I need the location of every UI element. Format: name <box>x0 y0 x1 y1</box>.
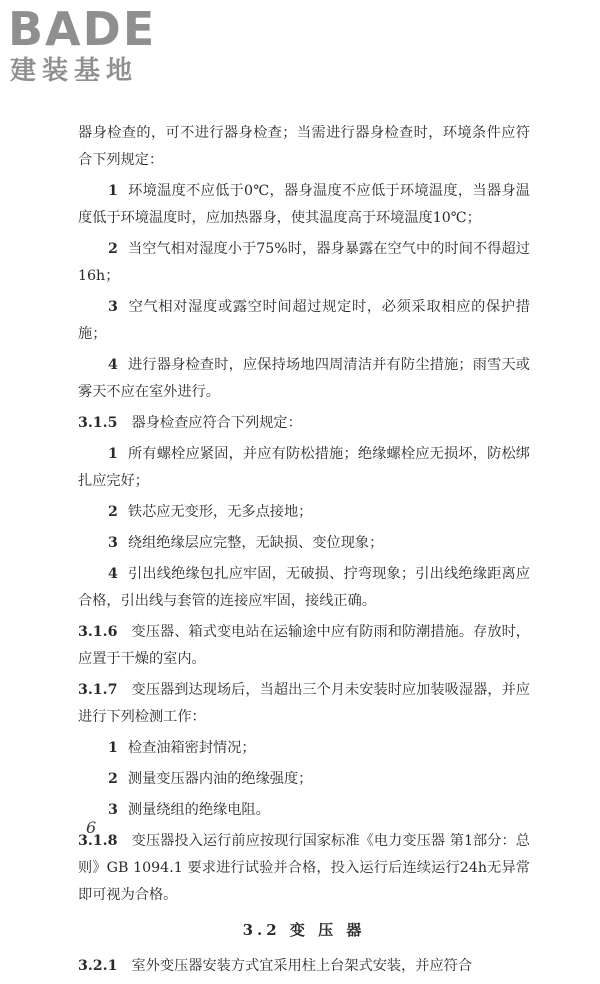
clause-3-1-8 <box>78 828 530 909</box>
document-body <box>78 120 530 984</box>
logo <box>8 4 178 90</box>
clause-text: 变压器、箱式变电站在运输途中应有防雨和防潮措施。存放时，应置于干燥的室内。 <box>78 624 530 667</box>
item-text: 进行器身检查时，应保持场地四周清洁并有防尘措施；雨雪天或雾天不应在室外进行。 <box>78 357 530 400</box>
list-item <box>78 236 530 290</box>
item-number: 3 <box>108 535 118 551</box>
item-text: 铁芯应无变形，无多点接地； <box>127 504 313 520</box>
item-text: 空气相对湿度或露空时间超过规定时，必须采取相应的保护措施； <box>78 299 530 342</box>
item-text: 当空气相对湿度小于75%时，器身暴露在空气中的时间不得超过16h； <box>78 241 530 284</box>
item-text: 检查油箱密封情况； <box>127 740 256 756</box>
paragraph-intro <box>78 120 530 174</box>
item-number: 1 <box>108 740 118 756</box>
list-item <box>78 797 530 824</box>
clause-number: 3.2.1 <box>78 958 118 974</box>
item-number: 3 <box>108 299 118 315</box>
item-text: 环境温度不应低于0℃，器身温度不应低于环境温度，当器身温度低于环境温度时，应加热器身，使其温度高于环境温度10℃； <box>78 183 530 226</box>
item-text: 测量绕组的绝缘电阻。 <box>127 802 270 818</box>
item-text: 引出线绝缘包扎应牢固，无破损、拧弯现象；引出线绝缘距离应合格，引出线与套管的连接应牢固，接线正确。 <box>78 566 530 609</box>
item-number: 1 <box>108 446 118 462</box>
clause-number: 3.1.5 <box>78 415 118 431</box>
list-item <box>78 352 530 406</box>
logo-text-en: BADE <box>8 2 157 56</box>
list-item <box>78 735 530 762</box>
clause-text: 室外变压器安装方式宜采用柱上台架式安装，并应符合 <box>131 958 473 974</box>
clause-number: 3.1.7 <box>78 682 118 698</box>
clause-3-2-1 <box>78 953 530 980</box>
paragraph-text: 器身检查的，可不进行器身检查；当需进行器身检查时，环境条件应符合下列规定： <box>78 125 530 168</box>
item-number: 1 <box>108 183 118 199</box>
item-number: 2 <box>108 241 118 257</box>
clause-3-1-5 <box>78 410 530 437</box>
clause-3-1-6 <box>78 619 530 673</box>
item-text: 绕组绝缘层应完整，无缺损、变位现象； <box>127 535 384 551</box>
page-number: 6 <box>86 818 97 837</box>
section-title: 3.2 变 压 器 <box>242 921 366 939</box>
list-item <box>78 766 530 793</box>
clause-text: 变压器到达现场后，当超出三个月未安装时应加装吸湿器，并应进行下列检测工作： <box>78 682 530 725</box>
list-item <box>78 530 530 557</box>
clause-number: 3.1.8 <box>78 833 118 849</box>
item-text: 测量变压器内油的绝缘强度； <box>127 771 313 787</box>
logo-text-cn: 建装基地 <box>10 56 139 86</box>
clause-text: 器身检查应符合下列规定： <box>131 415 302 431</box>
clause-3-1-7 <box>78 677 530 731</box>
list-item <box>78 178 530 232</box>
list-item <box>78 441 530 495</box>
item-number: 4 <box>108 566 118 582</box>
item-number: 2 <box>108 504 118 520</box>
list-item <box>78 294 530 348</box>
list-item <box>78 561 530 615</box>
list-item <box>78 499 530 526</box>
item-number: 2 <box>108 771 118 787</box>
item-number: 4 <box>108 357 118 373</box>
item-number: 3 <box>108 802 118 818</box>
item-text: 所有螺栓应紧固，并应有防松措施；绝缘螺栓应无损坏，防松绑扎应完好； <box>78 446 530 489</box>
clause-number: 3.1.6 <box>78 624 118 640</box>
clause-text: 变压器投入运行前应按现行国家标准《电力变压器 第1部分：总则》GB 1094.1 要求进行试验并合格，投入运行后连续运行24h无异常即可视为合格。 <box>78 833 530 903</box>
